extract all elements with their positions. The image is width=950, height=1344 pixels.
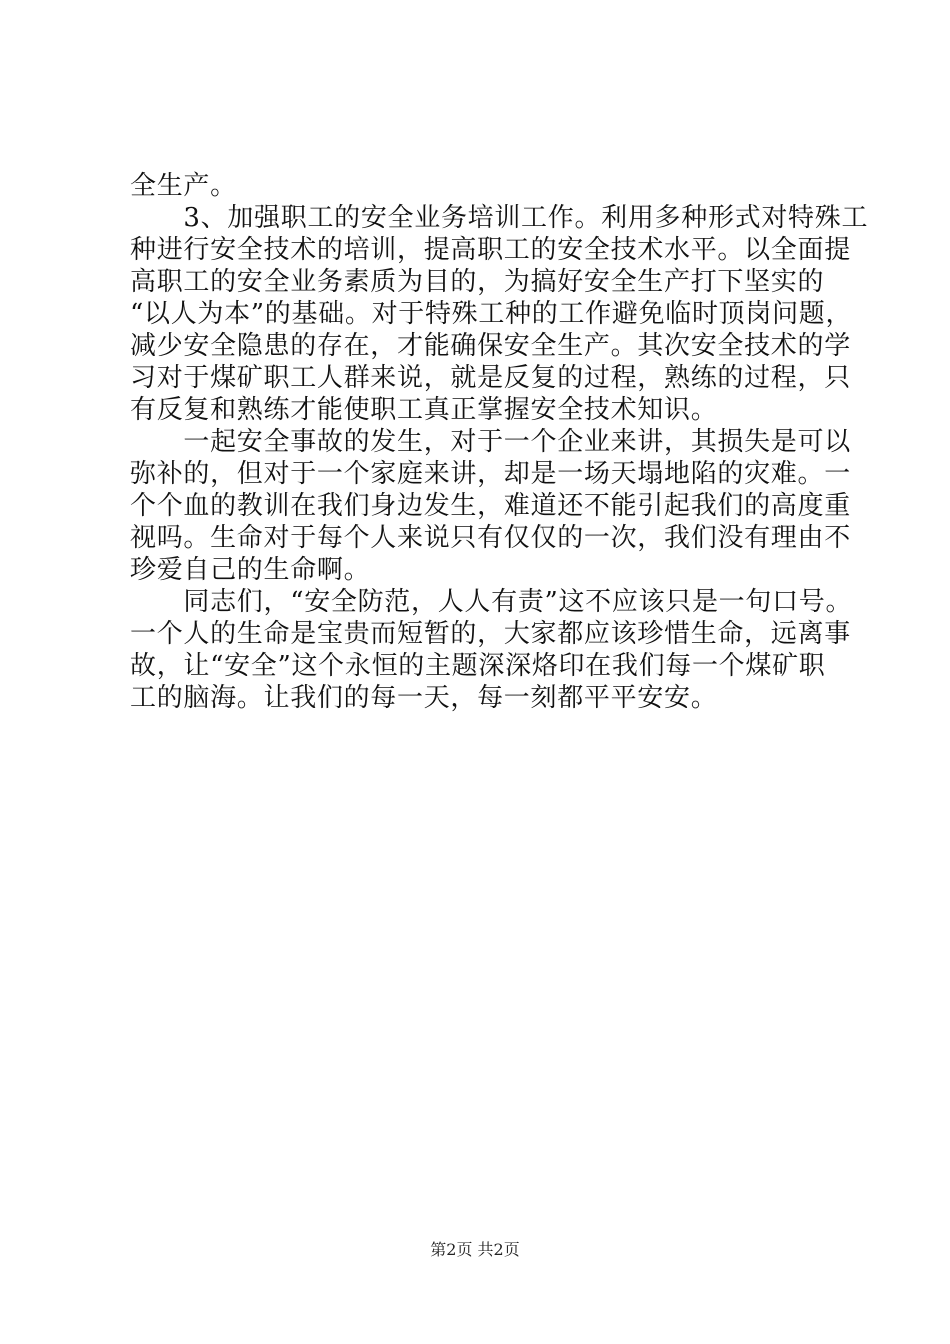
text-line: 减少安全隐患的存在，才能确保安全生产。其次安全技术的学 (130, 331, 851, 361)
text-line: 珍爱自己的生命啊。 (130, 555, 371, 585)
page-number-footer: 第2页 共2页 (430, 1240, 520, 1259)
text-line: “以人为本”的基础。对于特殊工种的工作避免临时顶岗问题， (130, 299, 853, 329)
text-line: 高职工的安全业务素质为目的，为搞好安全生产打下坚实的 (130, 267, 825, 297)
text-line: 一起安全事故的发生，对于一个企业来讲，其损失是可以 (130, 427, 851, 457)
text-line: 一个人的生命是宝贵而短暂的，大家都应该珍惜生命，远离事 (130, 619, 851, 649)
text-line: 有反复和熟练才能使职工真正掌握安全技术知识。 (130, 395, 718, 425)
text-line: 视吗。生命对于每个人来说只有仅仅的一次，我们没有理由不 (130, 523, 851, 553)
text-line: 个个血的教训在我们身边发生，难道还不能引起我们的高度重 (130, 491, 851, 521)
text-line: 弥补的，但对于一个家庭来讲，却是一场天塌地陷的灾难。一 (130, 459, 851, 489)
document-body (130, 170, 869, 714)
text-line: 故，让“安全”这个永恒的主题深深烙印在我们每一个煤矿职 (130, 651, 826, 681)
text-line: 工的脑海。让我们的每一天，每一刻都平平安安。 (130, 683, 718, 713)
text-line: 3、加强职工的安全业务培训工作。利用多种形式对特殊工 (130, 203, 869, 233)
text-line: 同志们，“安全防范，人人有责”这不应该只是一句口号。 (130, 587, 853, 617)
text-line: 全生产。 (130, 171, 237, 201)
text-line: 习对于煤矿职工人群来说，就是反复的过程，熟练的过程，只 (130, 363, 851, 393)
text-line: 种进行安全技术的培训，提高职工的安全技术水平。以全面提 (130, 235, 851, 265)
